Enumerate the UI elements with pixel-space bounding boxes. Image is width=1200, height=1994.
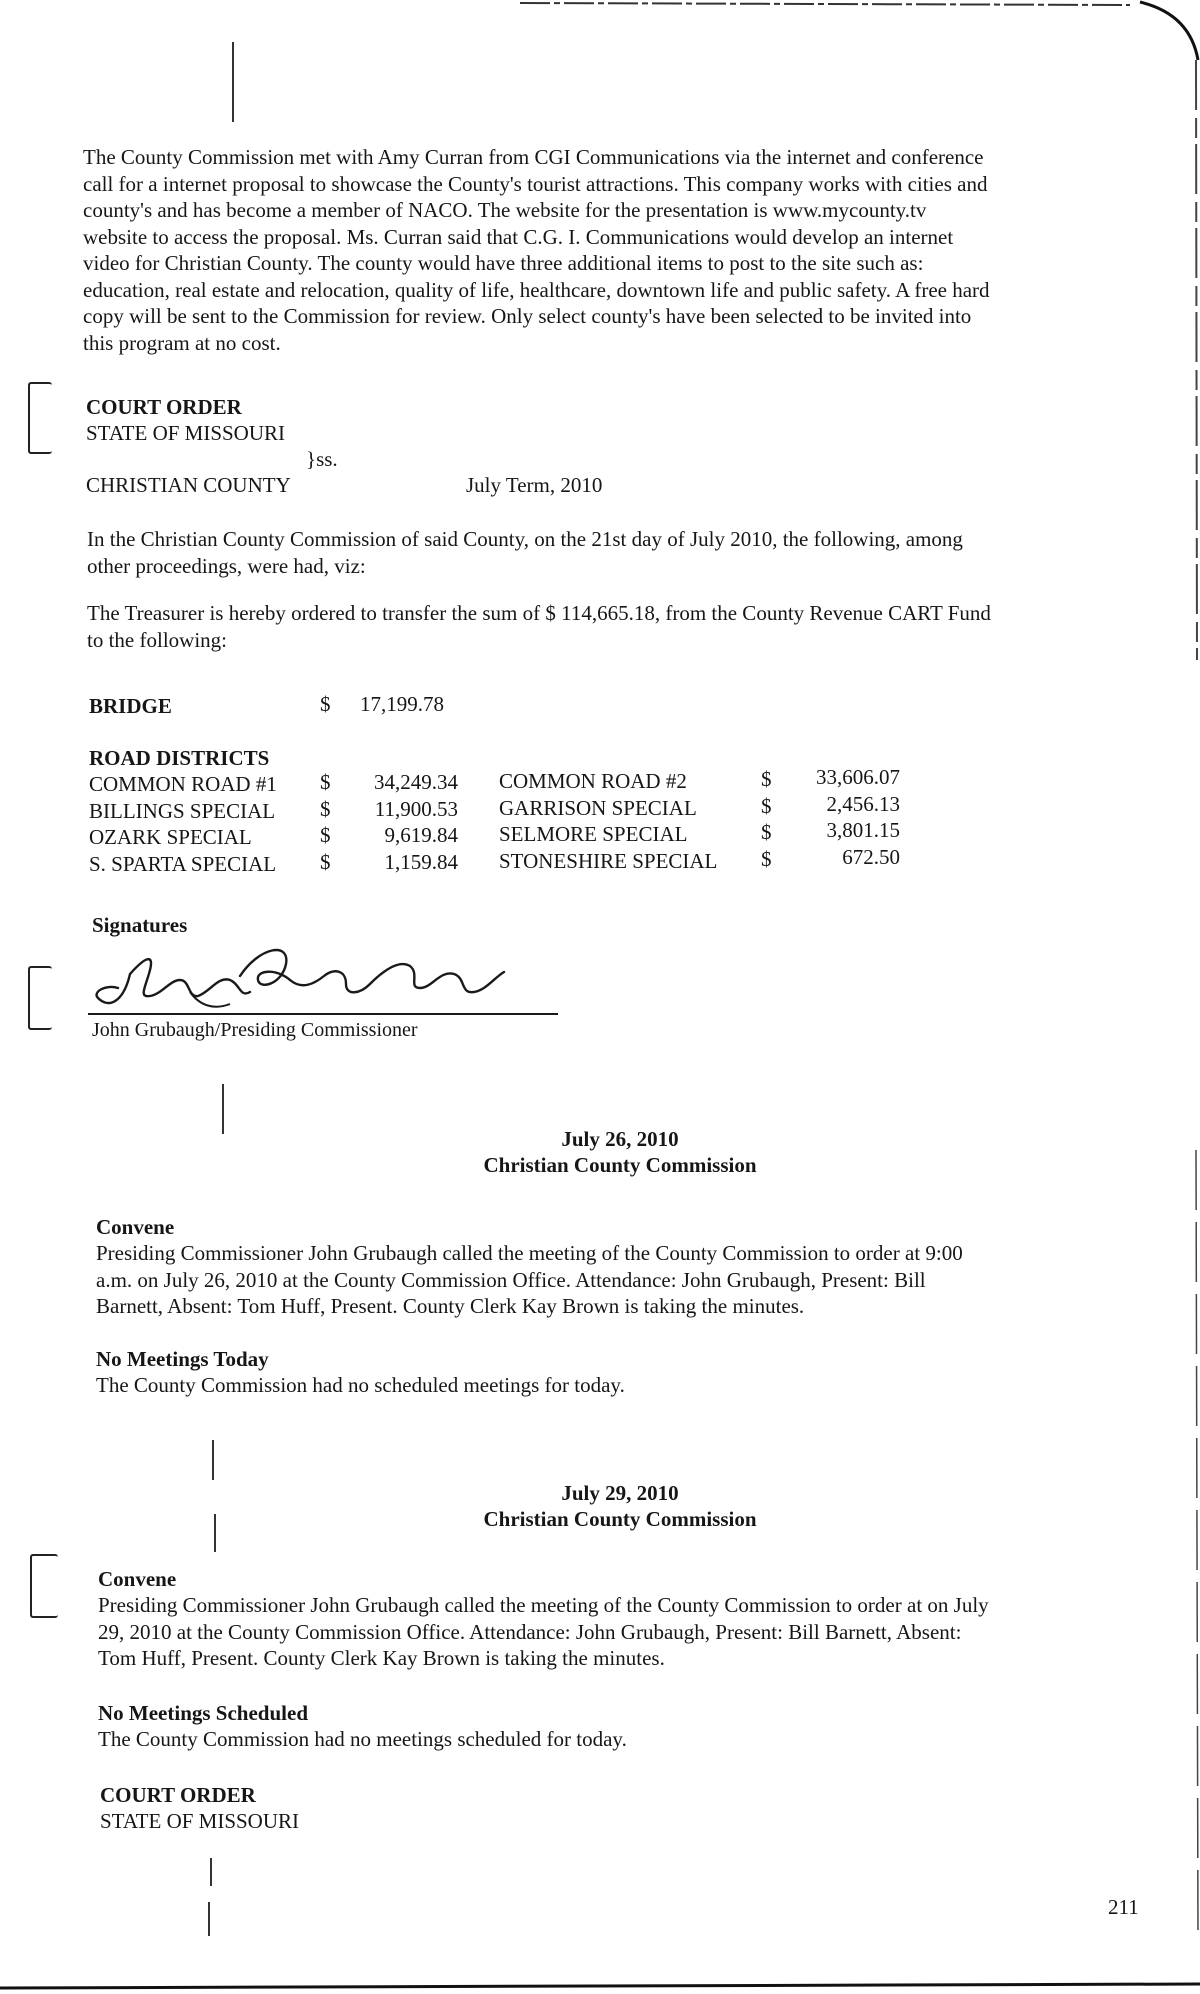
road-districts-left-currency: $ $ $ $ bbox=[320, 770, 331, 874]
no-meetings-text: The County Commission had no scheduled meetings for today. bbox=[96, 1373, 625, 1397]
filing-mark bbox=[214, 1514, 216, 1552]
road-district-amount: 11,900.53 bbox=[374, 796, 458, 821]
bridge-currency: $ bbox=[320, 692, 331, 716]
county-line: CHRISTIAN COUNTY bbox=[86, 473, 291, 497]
convene-heading: Convene bbox=[98, 1567, 177, 1591]
no-meetings-heading: No Meetings Today bbox=[96, 1347, 269, 1371]
intro-paragraph: The County Commission met with Amy Curran from CGI Communications via the internet and conference call for a internet proposal to showcase the County's tourist attractions. This company works with cities and county's and has become a member of NACO. The website for the presentation is www.mycounty.tv website to access the proposal. Ms. Curran said that C.G. I. Communications would develop an internet video for Christian County. The county would have three additional items to post to the site such as: education, real estate and relocation, quality of life, healthcare, downtown life and public safety. A free hard copy will be sent to the Commission for review. Only select county's have been selected to be invited into this program at no cost. bbox=[83, 145, 990, 355]
no-meetings-heading: No Meetings Scheduled bbox=[98, 1701, 308, 1725]
margin-bracket bbox=[28, 382, 52, 454]
road-district-amount: 3,801.15 bbox=[826, 818, 900, 843]
bridge-amount: 17,199.78 bbox=[360, 692, 444, 716]
margin-bracket bbox=[30, 1554, 58, 1618]
road-district-name: STONESHIRE SPECIAL bbox=[499, 848, 718, 873]
road-districts-heading: ROAD DISTRICTS bbox=[89, 746, 270, 770]
road-district-name: BILLINGS SPECIAL bbox=[89, 798, 276, 823]
no-meetings-text: The County Commission had no meetings scheduled for today. bbox=[98, 1727, 627, 1751]
road-district-name: COMMON ROAD #1 bbox=[89, 772, 277, 796]
state-line: STATE OF MISSOURI bbox=[86, 421, 286, 445]
road-district-amount: 672.50 bbox=[842, 844, 900, 869]
road-districts-right-names bbox=[499, 768, 717, 874]
road-district-amount: 9,619.84 bbox=[384, 823, 458, 848]
meeting-body-heading: Christian County Commission bbox=[483, 1507, 757, 1531]
meeting-date-heading: July 29, 2010 bbox=[561, 1481, 679, 1505]
signatures-heading: Signatures bbox=[92, 913, 188, 937]
road-district-name: OZARK SPECIAL bbox=[89, 825, 252, 850]
court-order-heading: COURT ORDER bbox=[86, 395, 242, 419]
signature-line bbox=[88, 1013, 558, 1015]
road-district-name: COMMON ROAD #2 bbox=[499, 769, 687, 793]
term-line: July Term, 2010 bbox=[466, 473, 603, 497]
handwritten-signature bbox=[90, 940, 570, 1020]
road-district-name: S. SPARTA SPECIAL bbox=[89, 851, 277, 876]
proceedings-paragraph: In the Christian County Commission of said County, on the 21st day of July 2010, the following, among other proceedings, were had, viz: bbox=[87, 527, 963, 578]
convene-paragraph: Presiding Commissioner John Grubaugh called the meeting of the County Commission to order at on July 29, 2010 at the County Commission Office. Attendance: John Grubaugh, Present: Bill Barnett, Absent: Tom Huff, Present. County Clerk Kay Brown is taking the minutes. bbox=[98, 1593, 989, 1670]
convene-paragraph: Presiding Commissioner John Grubaugh called the meeting of the County Commission to order at 9:00 a.m. on July 26, 2010 at the County Commission Office. Attendance: John Grubaugh, Present: Bill Barnett, Absent: Tom Huff, Present. County Clerk Kay Brown is taking the minutes. bbox=[96, 1241, 963, 1318]
road-districts-left-names bbox=[89, 771, 277, 877]
convene-heading: Convene bbox=[96, 1215, 175, 1239]
filing-mark bbox=[222, 1084, 224, 1134]
bridge-label: BRIDGE bbox=[89, 694, 172, 718]
road-district-amount: 2,456.13 bbox=[826, 791, 900, 816]
ss-mark: }ss. bbox=[306, 447, 338, 471]
meeting-date-heading: July 26, 2010 bbox=[561, 1127, 679, 1151]
state-line: STATE OF MISSOURI bbox=[100, 1809, 300, 1833]
filing-mark bbox=[210, 1858, 212, 1886]
signature-caption: John Grubaugh/Presiding Commissioner bbox=[92, 1019, 418, 1041]
margin-bracket bbox=[28, 966, 52, 1030]
filing-mark bbox=[232, 42, 234, 122]
road-districts-right-currency: $ $ $ $ bbox=[761, 767, 772, 871]
road-district-name: SELMORE SPECIAL bbox=[499, 822, 688, 847]
meeting-body-heading: Christian County Commission bbox=[483, 1153, 757, 1177]
road-districts-left-amounts bbox=[350, 769, 458, 875]
page-number: 211 bbox=[1108, 1895, 1139, 1919]
road-district-amount: 33,606.07 bbox=[816, 765, 900, 789]
filing-mark bbox=[208, 1902, 210, 1936]
road-district-amount: 34,249.34 bbox=[374, 770, 458, 794]
road-district-amount: 1,159.84 bbox=[384, 849, 458, 874]
transfer-paragraph: The Treasurer is hereby ordered to transfer the sum of $ 114,665.18, from the County Revenue CART Fund to the following: bbox=[87, 601, 991, 652]
filing-mark bbox=[212, 1440, 214, 1480]
road-districts-right-amounts bbox=[790, 764, 900, 870]
road-district-name: GARRISON SPECIAL bbox=[499, 795, 697, 820]
court-order-heading: COURT ORDER bbox=[100, 1783, 256, 1807]
